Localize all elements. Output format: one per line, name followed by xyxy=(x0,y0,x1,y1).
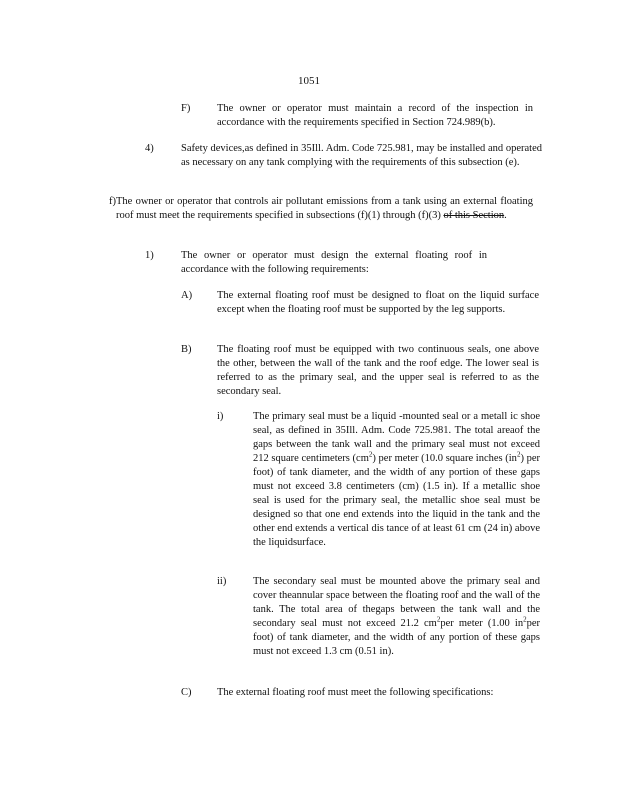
item-text-part: The secondary seal must be mounted above the primary seal and cover theannular space between the floating roof and the wall of the tank. The total area of thegaps between the tank wall and the secondary seal must not exceed 21.2 cm xyxy=(253,576,540,629)
page-number: 1051 xyxy=(298,75,320,87)
item-text: Safety devices,as defined in 35Ill. Adm. Code 725.981, may be installed and operated as necessary on any tank complying with the requirements of this subsection (e). xyxy=(181,143,542,168)
item-text: The external floating roof must be designed to float on the liquid surface except when the floating roof must be supported by the leg supports. xyxy=(217,290,539,315)
item-f xyxy=(109,195,533,237)
item-text-part: ) per foot) of tank diameter, and the width of any portion of these gaps must not exceed 3.8 centimeters (cm) (1.5 in). If a metallic shoe seal is used for the primary seal, the metallic shoe seal must be designed so that one end extends into the liquid in the tank and the other end extends a vertical dis tance of at least 61 cm (24 in) above the liquidsurface. xyxy=(253,453,541,548)
item-text-main: The owner or operator that controls air pollutant emissions from a tank using an external floating roof must meet the requirements specified in subsections (f)(1) through (f)(3) xyxy=(116,196,533,221)
item-marker: C) xyxy=(181,687,192,698)
item-i xyxy=(217,410,540,564)
item-text: The owner or operator must design the external floating roof in accordance with the following requirements: xyxy=(181,250,487,275)
item-text-part: ) per meter (10.0 square inches (in xyxy=(372,453,517,464)
item-A xyxy=(181,289,539,331)
item-marker: 4) xyxy=(145,143,154,154)
item-C xyxy=(181,686,531,700)
item-ii xyxy=(217,575,540,673)
item-text-part: per foot) of tank diameter, and the width of any portion of these gaps must not exceed 1.3 cm (0.51 in). xyxy=(253,618,540,657)
item-marker: A) xyxy=(181,290,193,301)
item-marker: 1) xyxy=(145,250,154,261)
item-marker: F) xyxy=(181,103,191,114)
item-text-part: The primary seal must be a liquid -mounted seal or a metall ic shoe seal, as defined in 35Ill. Adm. Code 725.981. The total areaof the gaps between the tank wall and the primary seal must not exceed 212 square centimeters (cm xyxy=(253,411,540,464)
superscript: 2 xyxy=(523,615,527,624)
superscript: 2 xyxy=(368,450,373,459)
item-text-part: per meter (1.00 in xyxy=(440,618,524,629)
superscript: 2 xyxy=(516,450,521,459)
item-B xyxy=(181,343,539,399)
struck-text: of this Section xyxy=(443,210,505,221)
item-marker: f) xyxy=(109,196,116,207)
item-text xyxy=(116,195,533,223)
item-text: The floating roof must be equipped with two continuous seals, one above the other, between the wall of the tank and the roof edge. The lower seal is referred to as the primary seal, and the upper seal is referred to as the secondary seal. xyxy=(217,344,539,397)
item-text xyxy=(253,575,540,659)
item-1 xyxy=(145,249,487,277)
superscript: 2 xyxy=(436,615,441,624)
item-4 xyxy=(145,142,542,184)
item-marker: i) xyxy=(217,411,224,422)
item-F xyxy=(181,102,533,130)
item-marker: ii) xyxy=(217,576,227,587)
item-text xyxy=(253,410,540,550)
item-text-end: . xyxy=(504,210,507,221)
item-text: The owner or operator must maintain a record of the inspection in accordance with the requirements specified in Section 724.989(b). xyxy=(217,103,533,128)
item-marker: B) xyxy=(181,344,192,355)
item-text: The external floating roof must meet the following specifications: xyxy=(217,687,494,698)
